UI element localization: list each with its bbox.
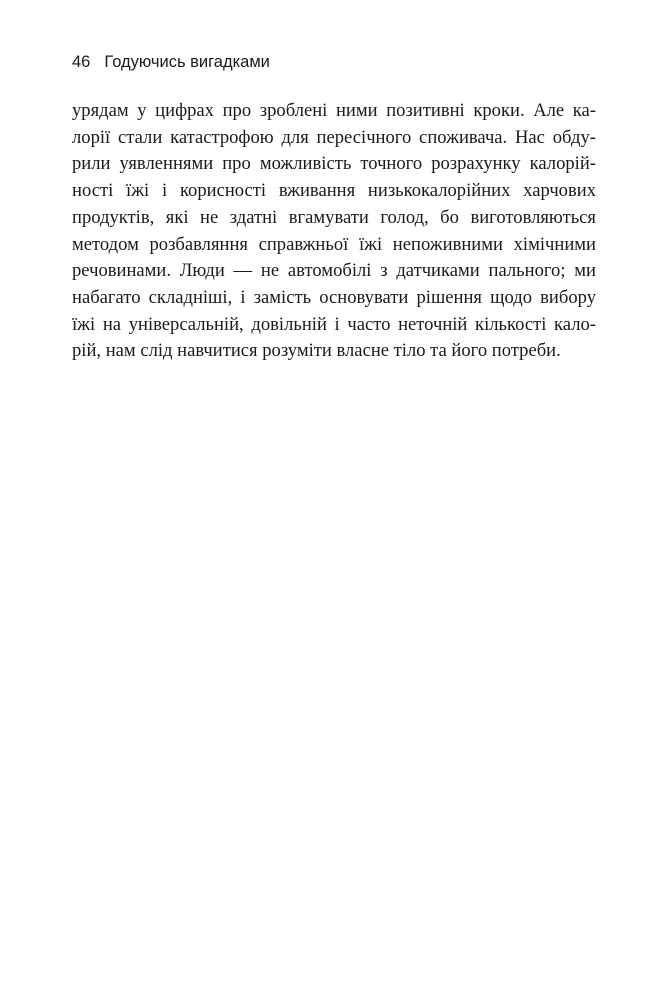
text-line: методом розбавляння справжньої їжі непоживними хімічними [72, 233, 596, 255]
text-line: рій, нам слід навчитися розуміти власне тіло та його потреби. [72, 340, 561, 362]
text-line: їжі на універсальній, довільній і часто неточній кількості кало- [72, 313, 596, 335]
text-line: речовинами. Люди — не автомобілі з датчиками пального; ми [72, 260, 596, 282]
text-line: набагато складніші, і замість основувати рішення щодо вибору [72, 286, 596, 308]
page-number: 46 [72, 53, 91, 71]
text-line: ності їжі і корисності вживання низькокалорійних харчових [72, 180, 596, 202]
text-line: рили уявленнями про можливість точного розрахунку калорій- [72, 153, 596, 175]
text-line: лорії стали катастрофою для пересічного споживача. Нас обду- [72, 126, 596, 148]
text-line: урядам у цифрах про зроблені ними позитивні кроки. Але ка- [72, 100, 596, 121]
running-head [72, 52, 270, 72]
body-paragraph [72, 98, 596, 365]
text-line: продуктів, які не здатні вгамувати голод, бо виготовляються [72, 206, 596, 228]
running-title: Годуючись вигадками [104, 53, 270, 71]
